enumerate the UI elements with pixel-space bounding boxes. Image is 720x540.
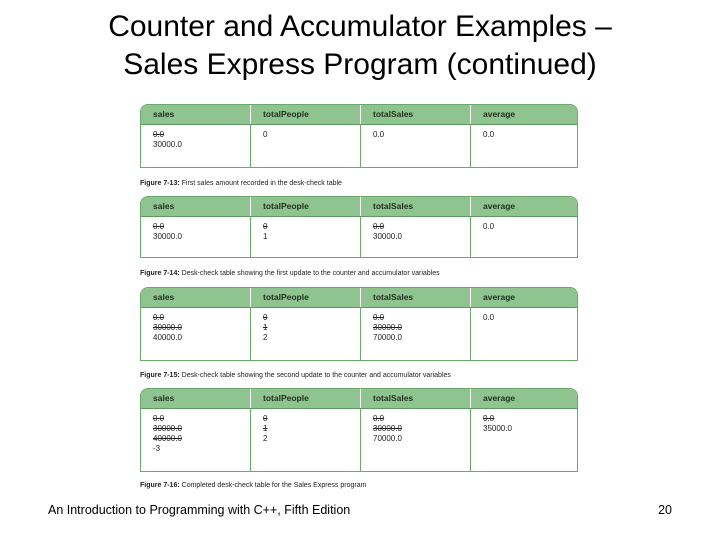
- figure-caption-7-14: [140, 270, 440, 277]
- cell-value: 0: [263, 313, 268, 322]
- cell-value: 0.0: [483, 130, 495, 139]
- cell-value: 0.0: [153, 222, 165, 231]
- cell-value: 0.0: [373, 130, 385, 139]
- cell-value: 1: [263, 232, 268, 241]
- cell-value: 0.0: [483, 414, 495, 423]
- table-header-row: [141, 105, 577, 125]
- header-total-people: totalPeople: [251, 389, 361, 408]
- caption-text: Desk-check table showing the first update to the counter and accumulator variables: [179, 270, 440, 277]
- cell-value: 30000.0: [153, 140, 182, 149]
- cell-value: 2: [263, 333, 268, 342]
- cell-value: 30000.0: [373, 424, 402, 433]
- table-header-row: [141, 389, 577, 409]
- caption-label: Figure 7-14:: [140, 270, 180, 277]
- slide-title: [0, 8, 720, 84]
- col-sales: [141, 409, 251, 471]
- cell-value: 0.0: [483, 222, 495, 231]
- cell-value: 0.0: [153, 130, 165, 139]
- header-total-people: totalPeople: [251, 197, 361, 216]
- table-body: [141, 217, 577, 257]
- table-body: [141, 308, 577, 360]
- header-average: average: [483, 393, 516, 403]
- cell-value: 0.0: [373, 222, 385, 231]
- table-body: [141, 409, 577, 471]
- cell-value: 30000.0: [373, 323, 402, 332]
- figure-caption-7-13: [140, 180, 342, 187]
- desk-check-table-7-15: [140, 287, 578, 361]
- cell-value: 30000.0: [153, 424, 182, 433]
- header-sales: sales: [141, 389, 251, 408]
- table-header-row: [141, 288, 577, 308]
- col-average: [471, 308, 577, 360]
- col-average: [471, 125, 577, 167]
- cell-value: 70000.0: [373, 434, 402, 443]
- header-total-people: totalPeople: [251, 288, 361, 307]
- col-total-people: [251, 125, 361, 167]
- page-number: 20: [658, 503, 672, 517]
- col-total-sales: [361, 308, 471, 360]
- cell-value: 1: [263, 424, 268, 433]
- desk-check-table-7-13: [140, 104, 578, 168]
- header-sales: sales: [141, 105, 251, 124]
- col-average: [471, 217, 577, 257]
- cell-value: 0: [263, 222, 268, 231]
- col-total-sales: [361, 125, 471, 167]
- caption-label: Figure 7-16:: [140, 482, 180, 489]
- cell-value: 0.0: [373, 313, 385, 322]
- col-total-sales: [361, 217, 471, 257]
- slide-title-line-2: Sales Express Program (continued): [123, 48, 597, 81]
- cell-value: 35000.0: [483, 424, 512, 433]
- figure-caption-7-16: [140, 482, 366, 489]
- header-total-people: totalPeople: [251, 105, 361, 124]
- col-total-people: [251, 308, 361, 360]
- cell-value: 70000.0: [373, 333, 402, 342]
- slide-title-line-1: Counter and Accumulator Examples –: [108, 10, 612, 43]
- caption-text: First sales amount recorded in the desk-check table: [179, 180, 342, 187]
- cell-value: 0: [263, 414, 268, 423]
- header-average: average: [483, 109, 516, 119]
- header-average: average: [483, 201, 516, 211]
- cell-value: 0.0: [153, 313, 165, 322]
- col-sales: [141, 217, 251, 257]
- header-total-sales: totalSales: [361, 105, 471, 124]
- caption-text: Desk-check table showing the second update to the counter and accumulator variables: [179, 372, 451, 379]
- cell-value: 30000.0: [373, 232, 402, 241]
- header-sales: sales: [141, 197, 251, 216]
- cell-value: 40000.0: [153, 333, 182, 342]
- desk-check-table-7-14: [140, 196, 578, 258]
- cell-value: 0.0: [483, 313, 495, 322]
- cell-value: 0: [263, 130, 268, 139]
- figure-caption-7-15: [140, 372, 451, 379]
- cell-value: 2: [263, 434, 268, 443]
- header-sales: sales: [141, 288, 251, 307]
- table-body: [141, 125, 577, 167]
- caption-label: Figure 7-15:: [140, 372, 180, 379]
- header-total-sales: totalSales: [361, 197, 471, 216]
- cell-value: -3: [153, 444, 161, 453]
- col-total-people: [251, 409, 361, 471]
- cell-value: 30000.0: [153, 232, 182, 241]
- cell-value: 1: [263, 323, 268, 332]
- header-total-sales: totalSales: [361, 389, 471, 408]
- header-average: average: [483, 292, 516, 302]
- col-sales: [141, 308, 251, 360]
- footer-book-title: An Introduction to Programming with C++, Fifth Edition: [48, 503, 351, 517]
- table-header-row: [141, 197, 577, 217]
- cell-value: 0.0: [153, 414, 165, 423]
- col-sales: [141, 125, 251, 167]
- header-total-sales: totalSales: [361, 288, 471, 307]
- desk-check-table-7-16: [140, 388, 578, 472]
- cell-value: 40000.0: [153, 434, 182, 443]
- col-average: [471, 409, 577, 471]
- col-total-people: [251, 217, 361, 257]
- col-total-sales: [361, 409, 471, 471]
- caption-text: Completed desk-check table for the Sales Express program: [179, 482, 367, 489]
- cell-value: 0.0: [373, 414, 385, 423]
- caption-label: Figure 7-13:: [140, 180, 180, 187]
- cell-value: 30000.0: [153, 323, 182, 332]
